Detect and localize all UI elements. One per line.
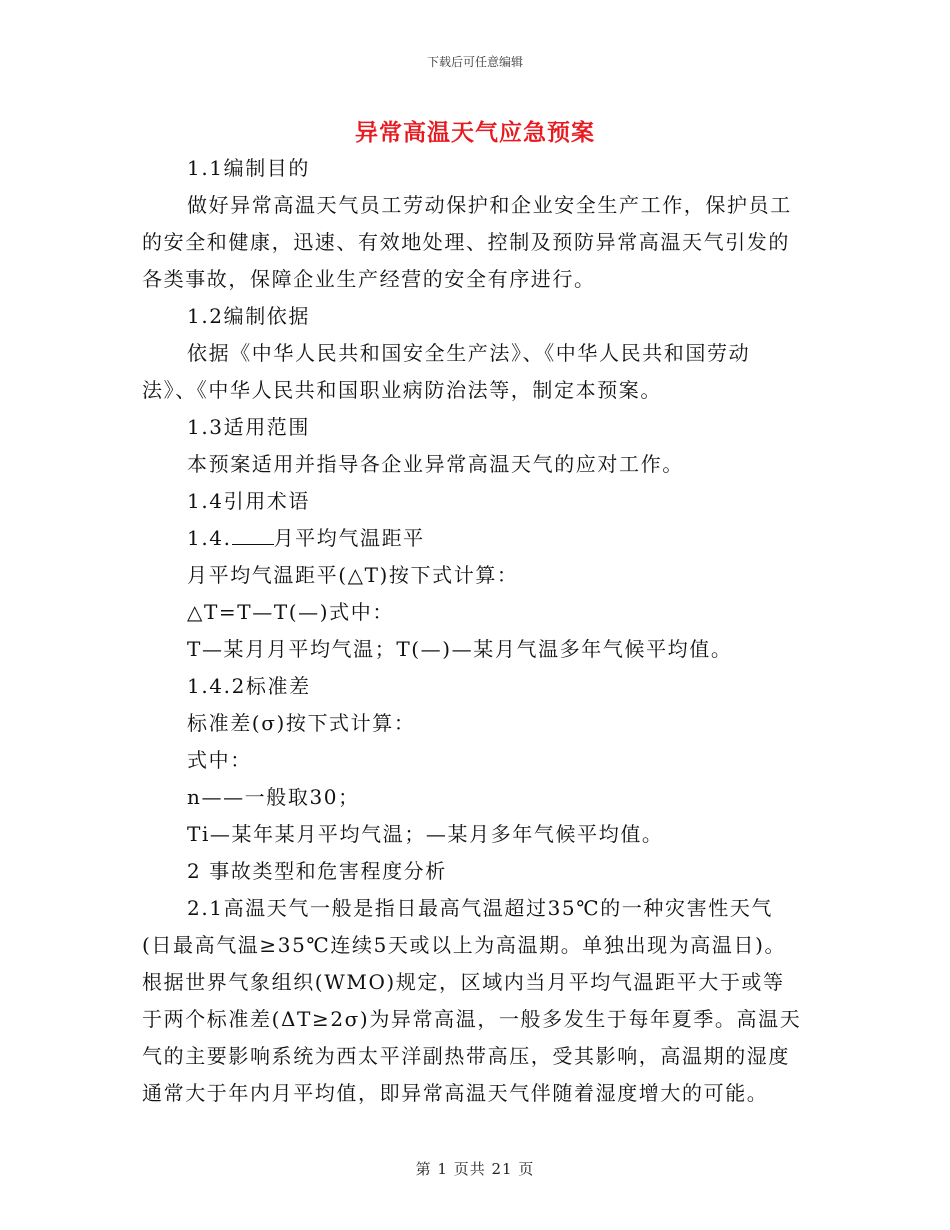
paragraph-stddev-intro: 标准差(σ)按下式计算： [187,711,416,735]
section-heading-1-3: 1.3适用范围 [187,415,311,439]
paragraph-heat-definition: 2.1高温天气一般是指日最高气温超过35℃的一种灾害性天气(日最高气温≥35℃连续5天或以上为高温期。单独出现为高温日)。根据世界气象组织(WMO)规定，区域内当月平均气温距平大于或等于两个标准差(ΔT≥2σ)为异常高温，一般多发生于每年夏季。高温天气的主要影响系统为西太平洋副热带高压，受其影响，高温期的湿度通常大于年内月平均值，即异常高温天气伴随着湿度增大的可能。 [142,896,802,1105]
paragraph-formula-intro: 月平均气温距平(△T)按下式计算： [187,563,519,587]
heading-number: 1.4. [187,526,232,550]
fill-blank-line [232,526,274,545]
page-number: 第 1 页共 21 页 [415,1160,535,1178]
section-heading-1-4-1 [142,520,804,557]
paragraph-stddev-ti: Ti—某年某月平均气温；—某月多年气候平均值。 [187,822,664,846]
section-heading-1-2: 1.2编制依据 [187,304,311,328]
paragraph-scope: 本预案适用并指导各企业异常高温天气的应对工作。 [187,452,684,476]
document-title: 异常高温天气应急预案 [355,120,595,146]
document-body [142,150,804,1112]
section-heading-1-1: 1.1编制目的 [187,156,311,180]
heading-text: 月平均气温距平 [273,526,425,550]
paragraph-purpose: 做好异常高温天气员工劳动保护和企业安全生产工作，保护员工的安全和健康，迅速、有效地处理、控制及预防异常高温天气引发的各类事故，保障企业生产经营的安全有序进行。 [142,193,792,291]
paragraph-formula: △T=T—T(—)式中： [187,600,394,624]
paragraph-formula-vars: T—某月月平均气温；T(—)—某月气温多年气候平均值。 [187,637,733,661]
section-heading-2: 2 事故类型和危害程度分析 [187,859,447,883]
paragraph-stddev-n: n——一般取30； [187,785,360,809]
paragraph-stddev-where: 式中： [187,748,252,772]
page-header-note: 下载后可任意编辑 [426,55,523,69]
paragraph-basis: 依据《中华人民共和国安全生产法》、《中华人民共和国劳动法》、《中华人民共和国职业病防治法等，制定本预案。 [142,341,751,402]
section-heading-1-4-2: 1.4.2标准差 [187,674,311,698]
section-heading-1-4: 1.4引用术语 [187,489,311,513]
